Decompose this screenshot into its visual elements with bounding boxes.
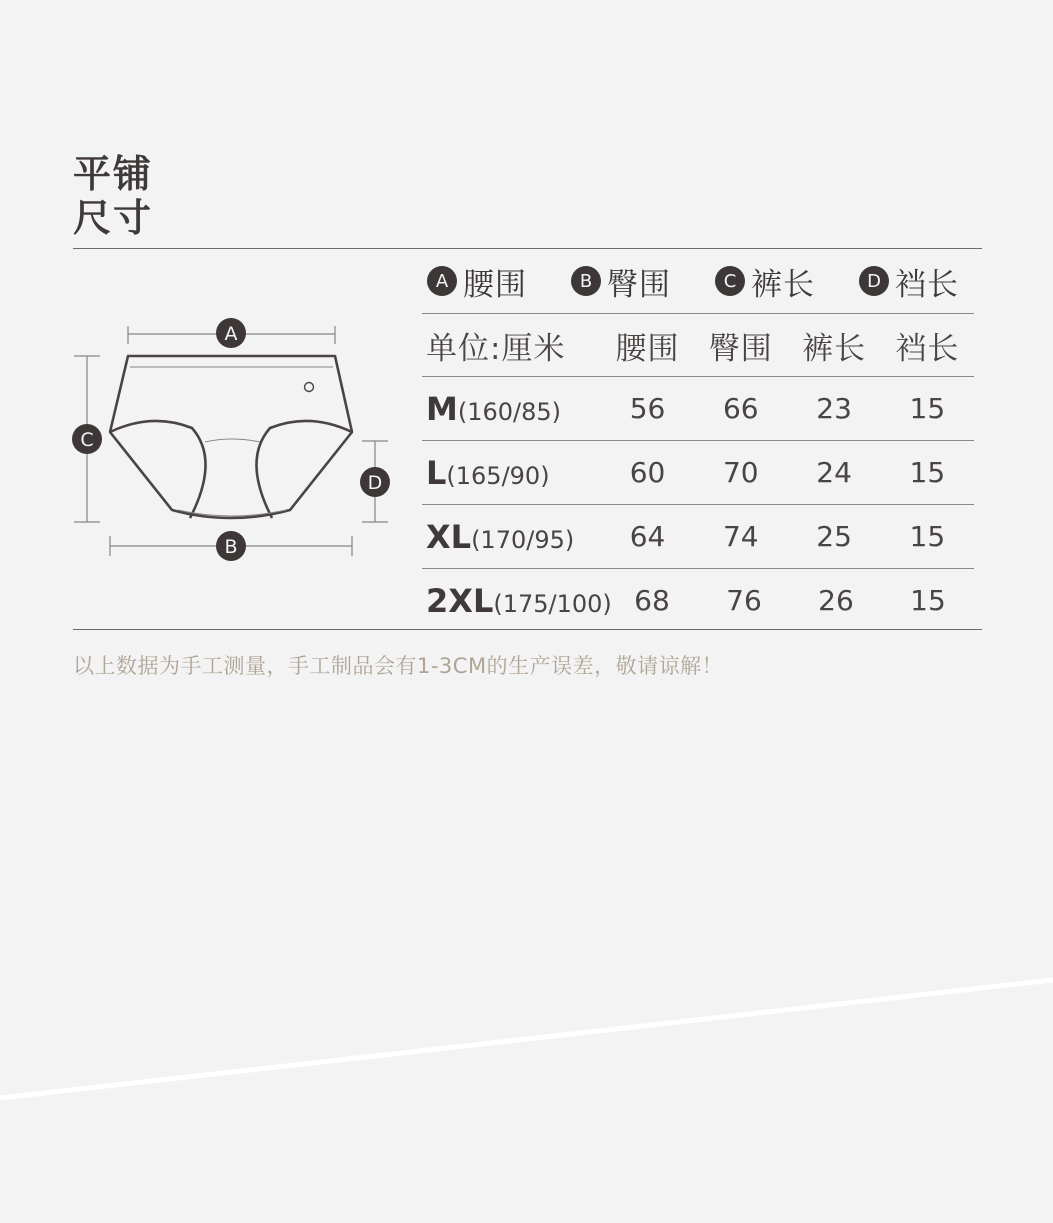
waist-value: 56 xyxy=(629,392,666,425)
size-code: 2XL xyxy=(426,581,494,620)
marker-a-label: A xyxy=(224,323,238,345)
marker-c-label: C xyxy=(80,429,94,451)
measurement-legend xyxy=(427,258,982,304)
waist-value: 64 xyxy=(629,520,666,553)
legend-item-length xyxy=(715,259,859,304)
marker-c xyxy=(72,424,102,454)
size-range: (160/85) xyxy=(457,397,562,426)
crotch-value: 15 xyxy=(910,584,946,617)
legend-item-waist xyxy=(427,259,571,304)
crotch-value: 15 xyxy=(909,456,946,489)
top-cropped-text-fragments xyxy=(0,0,1053,4)
hip-value: 66 xyxy=(722,392,759,425)
hip-value: 76 xyxy=(726,584,762,617)
header-unit: 单位:厘米 xyxy=(426,330,566,367)
title-line-1: 平铺 xyxy=(73,152,154,196)
marker-b xyxy=(216,531,246,561)
length-value: 25 xyxy=(816,520,852,553)
size-cell xyxy=(422,454,601,492)
hip-value: 74 xyxy=(722,520,759,553)
legend-badge-d: D xyxy=(859,266,889,296)
legend-label-waist: 腰围 xyxy=(463,266,527,303)
length-value: 23 xyxy=(816,392,852,425)
legend-badge-b: B xyxy=(571,266,601,296)
legend-label-length: 裤长 xyxy=(751,266,815,303)
waist-value: 68 xyxy=(634,584,670,617)
size-code: M xyxy=(426,389,458,428)
marker-d-label: D xyxy=(367,472,383,494)
marker-a xyxy=(216,318,246,348)
measurement-note: 以上数据为手工测量，手工制品会有1-3CM的生产误差，敬请谅解！ xyxy=(73,654,724,678)
crotch-value: 15 xyxy=(909,520,946,553)
size-range: (165/90) xyxy=(446,461,550,490)
size-cell xyxy=(422,518,601,556)
size-range: (175/100) xyxy=(493,589,612,618)
legend-label-crotch: 裆长 xyxy=(895,266,959,303)
section-title xyxy=(73,152,153,240)
header-length: 裤长 xyxy=(802,330,867,367)
legend-label-hip: 臀围 xyxy=(607,266,671,303)
table-row xyxy=(422,504,974,568)
table-header-row xyxy=(422,313,974,376)
header-crotch: 裆长 xyxy=(895,330,960,367)
header-waist: 腰围 xyxy=(615,330,680,367)
decorative-diagonal-band xyxy=(0,960,1053,1120)
table-row xyxy=(422,376,974,440)
size-code: L xyxy=(426,453,447,492)
hip-value: 70 xyxy=(722,456,759,489)
size-code: XL xyxy=(426,517,472,556)
length-value: 24 xyxy=(816,456,852,489)
size-cell xyxy=(422,390,601,428)
legend-item-hip xyxy=(571,259,715,304)
legend-badge-a: A xyxy=(427,266,457,296)
crotch-value: 15 xyxy=(909,392,946,425)
table-row xyxy=(422,568,974,632)
table-row xyxy=(422,440,974,504)
top-divider xyxy=(73,248,982,249)
size-table xyxy=(422,313,974,632)
header-hip: 臀围 xyxy=(708,330,773,367)
waist-value: 60 xyxy=(629,456,666,489)
marker-b-label: B xyxy=(224,536,238,558)
size-range: (170/95) xyxy=(471,525,575,554)
underwear-flat-diagram xyxy=(60,300,400,580)
title-line-2: 尺寸 xyxy=(73,196,154,240)
length-value: 26 xyxy=(818,584,854,617)
legend-item-crotch xyxy=(859,259,982,304)
legend-badge-c: C xyxy=(715,266,745,296)
size-cell xyxy=(422,581,612,620)
marker-d xyxy=(360,467,390,497)
bottom-divider xyxy=(73,629,982,630)
